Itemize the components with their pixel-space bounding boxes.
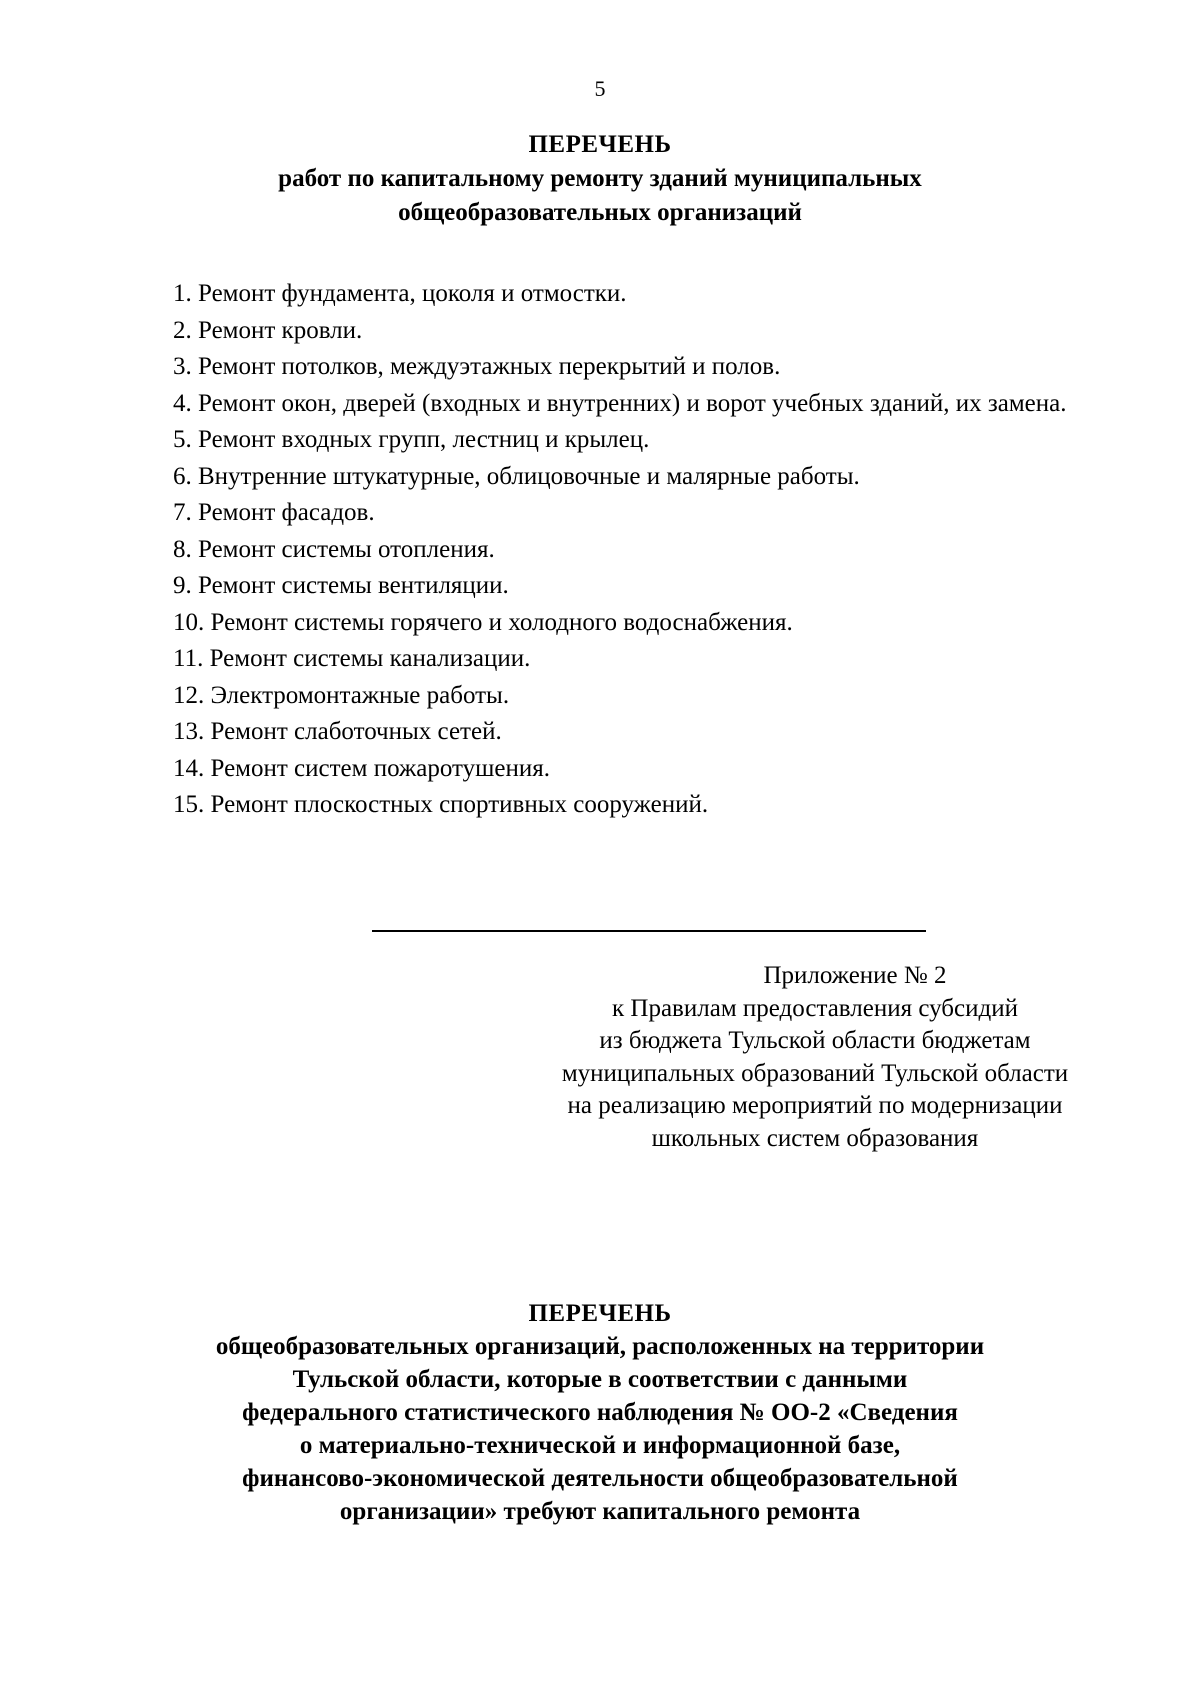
works-list-item: 3. Ремонт потолков, междуэтажных перекрытий и полов. bbox=[173, 353, 781, 380]
works-list-item: 1. Ремонт фундамента, цоколя и отмостки. bbox=[173, 280, 627, 307]
works-list-item: 7. Ремонт фасадов. bbox=[173, 499, 375, 526]
works-list-item: 5. Ремонт входных групп, лестниц и крылец. bbox=[173, 426, 650, 453]
organizations-list-title: ПЕРЕЧЕНЬ bbox=[528, 1300, 672, 1327]
organizations-list-subtitle-line: организации» требуют капитального ремонта bbox=[339, 1498, 861, 1525]
appendix-line: к Правилам предоставления субсидий bbox=[612, 994, 1018, 1022]
organizations-list-subtitle-line: федерального статистического наблюдения № ОО-2 «Сведения bbox=[242, 1399, 958, 1426]
works-list bbox=[173, 276, 1115, 824]
works-list-item: 13. Ремонт слаботочных сетей. bbox=[173, 718, 502, 745]
works-list-item: 11. Ремонт системы канализации. bbox=[173, 645, 531, 672]
appendix-line: из бюджета Тульской области бюджетам bbox=[599, 1027, 1031, 1054]
works-list-title: ПЕРЕЧЕНЬ bbox=[528, 131, 672, 158]
appendix-header bbox=[490, 960, 1140, 1155]
works-list-item: 12. Электромонтажные работы. bbox=[173, 681, 510, 709]
works-list-item: 6. Внутренние штукатурные, облицовочные и малярные работы. bbox=[173, 462, 860, 490]
organizations-list-subtitle-line: о материально-технической и информационной базе, bbox=[299, 1432, 901, 1459]
organizations-list-heading bbox=[0, 1297, 1200, 1528]
works-list-item: 9. Ремонт системы вентиляции. bbox=[173, 572, 509, 599]
works-list-item: 15. Ремонт плоскостных спортивных сооружений. bbox=[173, 791, 709, 818]
works-list-item: 4. Ремонт окон, дверей (входных и внутренних) и ворот учебных зданий, их замена. bbox=[173, 389, 1067, 417]
page-number: 5 bbox=[594, 76, 606, 101]
organizations-list-subtitle-line: Тульской области, которые в соответствии с данными bbox=[292, 1366, 908, 1393]
organizations-list-subtitle-line: общеобразовательных организаций, расположенных на территории bbox=[215, 1333, 985, 1360]
works-list-item: 8. Ремонт системы отопления. bbox=[173, 535, 495, 563]
works-list-subtitle-line: работ по капитальному ремонту зданий муниципальных bbox=[278, 165, 922, 192]
appendix-line: на реализацию мероприятий по модернизации bbox=[567, 1092, 1063, 1119]
appendix-number: Приложение № 2 bbox=[763, 962, 947, 989]
organizations-list-subtitle-line: финансово-экономической деятельности общеобразовательной bbox=[242, 1465, 958, 1492]
works-list-subtitle-line: общеобразовательных организаций bbox=[398, 199, 802, 226]
works-list-item: 14. Ремонт систем пожаротушения. bbox=[173, 754, 550, 782]
works-list-item: 10. Ремонт системы горячего и холодного водоснабжения. bbox=[173, 608, 793, 636]
appendix-line: школьных систем образования bbox=[651, 1124, 979, 1152]
works-list-item: 2. Ремонт кровли. bbox=[173, 316, 363, 344]
section-divider bbox=[372, 930, 926, 932]
works-list-heading bbox=[0, 128, 1200, 230]
appendix-line: муниципальных образований Тульской области bbox=[561, 1059, 1069, 1087]
